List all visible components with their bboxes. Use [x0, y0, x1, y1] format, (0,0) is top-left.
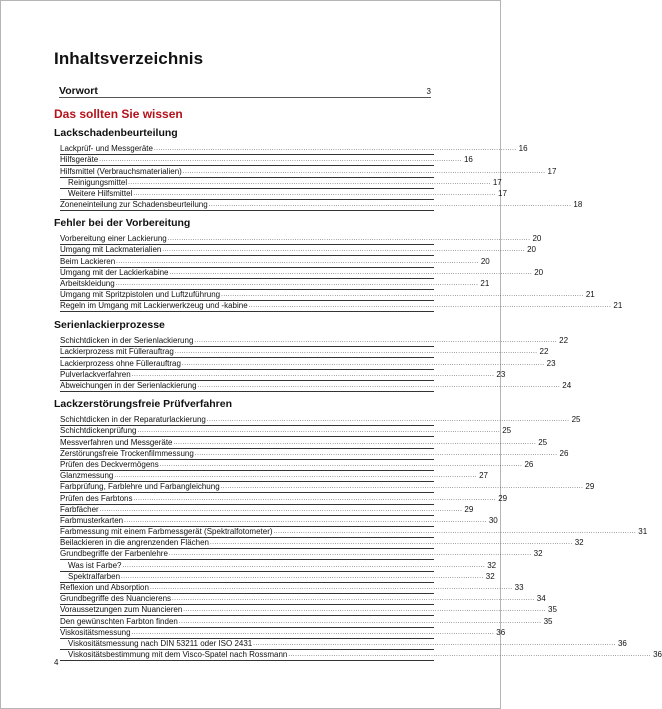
- toc-entry-label: Grundbegriffe der Farbenlehre: [60, 549, 168, 559]
- toc-entry-label: Zerstörungsfreie Trockenfilmmessung: [60, 448, 194, 458]
- dot-leader: ................................................................................................................................................................: [99, 157, 462, 164]
- dot-leader: ................................................................................................................................................................: [137, 428, 501, 435]
- toc-entry-label: Farbprüfung, Farblehre und Farbangleichung: [60, 482, 220, 492]
- toc-entry-page: 25: [538, 437, 548, 447]
- toc-entry-label: Reinigungsmittel: [68, 177, 128, 187]
- entry-list: [60, 415, 662, 661]
- dot-leader: ................................................................................................................................................................: [131, 629, 495, 636]
- dot-leader: ................................................................................................................................................................: [221, 292, 584, 299]
- section-title: Lackzerstörungsfreie Prüfverfahren: [54, 398, 232, 410]
- toc-entry-label: Schichtdicken in der Reparaturlackierung: [60, 415, 206, 425]
- toc-entry-page: 24: [562, 380, 572, 390]
- toc-entry-page: 22: [559, 336, 569, 346]
- toc-entry-label: Schichtdicken in der Serienlackierung: [60, 336, 194, 346]
- section-fehler-vorbereitung: [54, 217, 623, 312]
- dot-leader: ................................................................................................................................................................: [133, 190, 497, 197]
- toc-entry-page: 32: [533, 549, 543, 559]
- dot-leader: ................................................................................................................................................................: [128, 179, 491, 186]
- toc-entry-label: Vorbereitung einer Lackierung: [60, 234, 167, 244]
- dot-leader: ................................................................................................................................................................: [114, 473, 478, 480]
- toc-title: Inhaltsverzeichnis: [54, 49, 204, 68]
- dot-leader: ................................................................................................................................................................: [197, 382, 561, 389]
- dot-leader: ................................................................................................................................................................: [122, 562, 486, 569]
- dot-leader: ................................................................................................................................................................: [181, 360, 545, 367]
- dot-leader: ................................................................................................................................................................: [194, 338, 558, 345]
- toc-entry-label: Farbmessung mit einem Farbmessgerät (Spektralfotometer): [60, 527, 273, 537]
- dot-leader: ................................................................................................................................................................: [174, 349, 538, 356]
- toc-entry-page: 21: [585, 290, 595, 300]
- toc-entry-page: 23: [496, 369, 506, 379]
- section-title: Serienlackierprozesse: [54, 319, 165, 331]
- toc-entry-label: Prüfen des Farbtons: [60, 493, 133, 503]
- toc-entry-page: 29: [585, 482, 595, 492]
- dot-leader: ................................................................................................................................................................: [248, 303, 612, 310]
- section-lackschadenbeurteilung: [54, 127, 583, 211]
- toc-entry-page: 25: [571, 415, 581, 425]
- toc-entry-page: 16: [518, 144, 528, 154]
- toc-entry-label: Beilackieren in die angrenzenden Flächen: [60, 538, 209, 548]
- foreword-label: Vorwort: [59, 85, 98, 97]
- toc-entry[interactable]: [60, 650, 662, 661]
- toc-entry-page: 36: [617, 638, 627, 648]
- dot-leader: ................................................................................................................................................................: [99, 506, 463, 513]
- toc-entry-page: 34: [536, 594, 546, 604]
- toc-entry-label: Farbmusterkarten: [60, 515, 124, 525]
- dot-leader: ................................................................................................................................................................: [206, 417, 570, 424]
- toc-entry-page: 32: [574, 538, 584, 548]
- dot-leader: ................................................................................................................................................................: [182, 168, 546, 175]
- toc-entry-page: 18: [573, 200, 583, 210]
- toc-entry-page: 36: [653, 650, 662, 660]
- toc-entry-label: Lackprüf- und Messgeräte: [60, 144, 153, 154]
- toc-entry-label: Beim Lackieren: [60, 256, 116, 266]
- toc-entry-page: 26: [524, 459, 534, 469]
- toc-entry-label: Umgang mit Lackmaterialien: [60, 245, 162, 255]
- toc-entry-page: 21: [480, 278, 490, 288]
- dot-leader: ................................................................................................................................................................: [210, 540, 573, 547]
- section-pruefverfahren: [54, 398, 662, 661]
- toc-entry-page: 23: [546, 358, 556, 368]
- entry-list: [60, 234, 623, 312]
- toc-entry-label: Regeln im Umgang mit Lackierwerkzeug und -kabine: [60, 301, 248, 311]
- dot-leader: ................................................................................................................................................................: [168, 551, 532, 558]
- toc-entry-label: Glanzmessung: [60, 471, 114, 481]
- toc-entry-page: 29: [498, 493, 508, 503]
- toc-entry[interactable]: [60, 144, 528, 155]
- toc-entry-page: 35: [548, 605, 557, 615]
- toc-entry-page: 25: [502, 426, 512, 436]
- dot-leader: ................................................................................................................................................................: [194, 450, 558, 457]
- toc-entry-page: 17: [547, 166, 557, 176]
- toc-entry-label: Grundbegriffe des Nuancierens: [60, 594, 172, 604]
- toc-entry-label: Pulverlackverfahren: [60, 369, 131, 379]
- toc-entry[interactable]: [60, 200, 583, 211]
- toc-entry-label: Abweichungen in der Serienlackierung: [60, 380, 197, 390]
- toc-entry-label: Umgang mit Spritzpistolen und Luftzuführung: [60, 290, 221, 300]
- toc-entry-page: 29: [464, 504, 474, 514]
- toc-entry[interactable]: [60, 301, 623, 312]
- dot-leader: ................................................................................................................................................................: [116, 258, 479, 265]
- dot-leader: ................................................................................................................................................................: [273, 529, 637, 536]
- dot-leader: ................................................................................................................................................................: [167, 236, 531, 243]
- dot-leader: ................................................................................................................................................................: [220, 484, 584, 491]
- dot-leader: ................................................................................................................................................................: [172, 596, 535, 603]
- toc-entry[interactable]: [60, 459, 534, 471]
- toc-entry-page: 32: [485, 571, 495, 581]
- toc-entry-label: Viskositätsmessung: [60, 627, 131, 637]
- toc-entry-page: 31: [638, 527, 648, 537]
- dot-leader: ................................................................................................................................................................: [178, 618, 542, 625]
- toc-entry[interactable]: [60, 380, 572, 392]
- toc-entry-page: 20: [532, 234, 542, 244]
- dot-leader: ................................................................................................................................................................: [173, 439, 537, 446]
- toc-entry-label: Weitere Hilfsmittel: [68, 188, 133, 198]
- toc-entry-page: 22: [539, 347, 549, 357]
- entry-list: [60, 144, 583, 211]
- toc-entry-label: Lackierprozess mit Füllerauftrag: [60, 347, 174, 357]
- toc-entry-label: Prüfen des Deckvermögens: [60, 459, 159, 469]
- toc-entry-label: Schichtdickenprüfung: [60, 426, 137, 436]
- toc-entry-label: Hilfsgeräte: [60, 155, 99, 165]
- dot-leader: ................................................................................................................................................................: [253, 640, 616, 647]
- toc-entry-page: 17: [492, 177, 502, 187]
- toc-entry-label: Reflexion und Absorption: [60, 583, 149, 592]
- dot-leader: ................................................................................................................................................................: [208, 202, 572, 209]
- toc-entry-label: Messverfahren und Messgeräte: [60, 437, 173, 447]
- toc-entry-page: 16: [463, 155, 473, 165]
- toc-entry-page: 33: [514, 583, 524, 592]
- foreword-entry[interactable]: [59, 83, 431, 97]
- toc-entry-page: 30: [488, 515, 498, 525]
- dot-leader: ................................................................................................................................................................: [133, 495, 497, 502]
- toc-entry-page: 27: [479, 471, 488, 481]
- dot-leader: ................................................................................................................................................................: [162, 247, 526, 254]
- toc-entry-label: Arbeitskleidung: [60, 278, 115, 288]
- dot-leader: ................................................................................................................................................................: [288, 652, 652, 659]
- toc-entry-page: 26: [559, 448, 569, 458]
- toc-entry-page: 36: [496, 627, 506, 637]
- foreword-rule: [59, 97, 431, 98]
- toc-entry-label: Spektralfarben: [68, 571, 121, 581]
- dot-leader: ................................................................................................................................................................: [131, 371, 495, 378]
- toc-entry-label: Den gewünschten Farbton finden: [60, 616, 178, 626]
- toc-entry-page: 32: [487, 560, 497, 570]
- foreword-page: 3: [426, 87, 431, 96]
- toc-entry-page: 21: [613, 301, 623, 311]
- toc-entry-label: Viskositätsbestimmung mit dem Visco-Spatel nach Rossmann: [68, 650, 288, 660]
- major-heading: Das sollten Sie wissen: [54, 107, 183, 121]
- toc-entry-label: Farbfächer: [60, 504, 99, 514]
- toc-entry[interactable]: [60, 493, 508, 504]
- toc-entry-page: 20: [534, 267, 544, 277]
- toc-entry-label: Zoneneinteilung zur Schadensbeurteilung: [60, 200, 208, 210]
- toc-entry-label: Lackierprozess ohne Füllerauftrag: [60, 358, 181, 368]
- section-title: Lackschadenbeurteilung: [54, 127, 178, 139]
- dot-leader: ................................................................................................................................................................: [121, 573, 484, 580]
- toc-entry-page: 17: [498, 188, 507, 198]
- toc-entry-label: Was ist Farbe?: [68, 560, 122, 570]
- dot-leader: ................................................................................................................................................................: [149, 585, 513, 591]
- toc-entry-label: Hilfsmittel (Verbrauchsmaterialien): [60, 166, 182, 176]
- entry-list: [60, 336, 572, 392]
- toc-entry-page: 35: [543, 616, 553, 626]
- dot-leader: ................................................................................................................................................................: [159, 461, 523, 468]
- toc-entry-page: 20: [480, 256, 490, 266]
- toc-entry-page: 20: [527, 245, 536, 255]
- section-title: Fehler bei der Vorbereitung: [54, 217, 191, 229]
- dot-leader: ................................................................................................................................................................: [169, 269, 533, 276]
- toc-entry-label: Voraussetzungen zum Nuancieren: [60, 605, 183, 615]
- dot-leader: ................................................................................................................................................................: [115, 280, 479, 287]
- toc-entry-label: Umgang mit der Lackierkabine: [60, 267, 169, 277]
- section-serienlackierprozesse: [54, 319, 572, 392]
- dot-leader: ................................................................................................................................................................: [153, 146, 517, 153]
- page-number: 4: [54, 658, 59, 667]
- dot-leader: ................................................................................................................................................................: [124, 517, 487, 524]
- toc-entry-label: Viskositätsmessung nach DIN 53211 oder ISO 2431: [68, 638, 253, 648]
- toc-entry[interactable]: [60, 267, 544, 279]
- dot-leader: ................................................................................................................................................................: [183, 607, 547, 614]
